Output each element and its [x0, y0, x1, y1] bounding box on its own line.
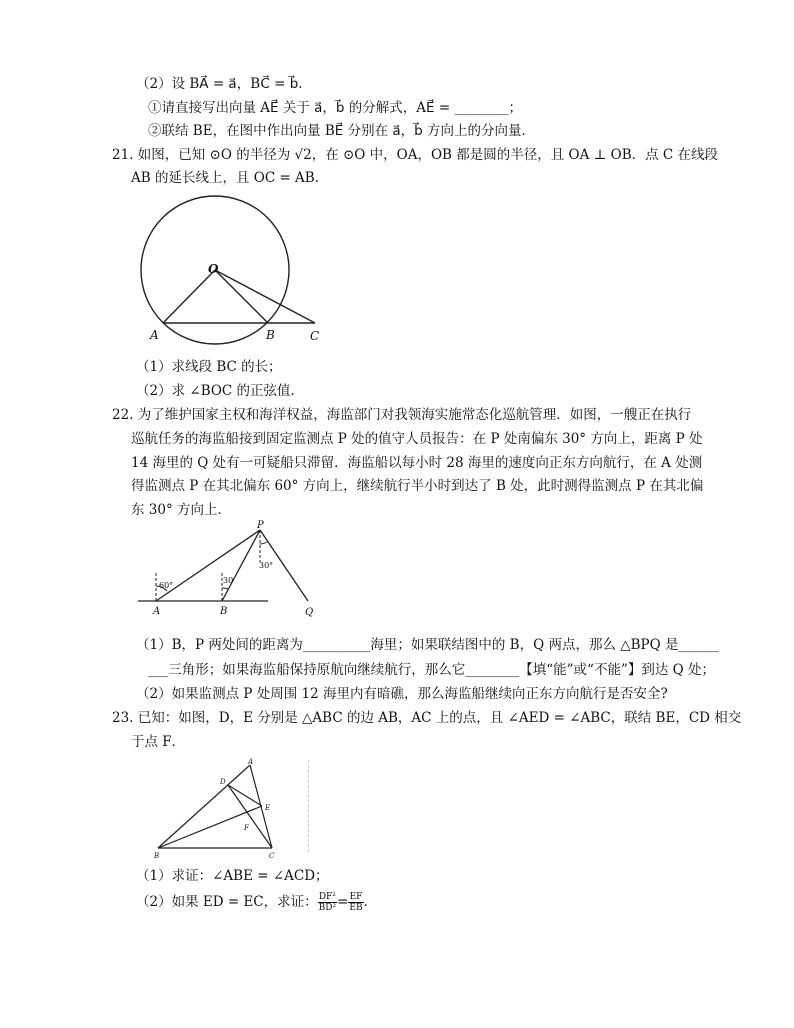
angle-p-label: 30° — [259, 561, 274, 570]
label-p: P — [257, 520, 264, 531]
q23-part2-suffix: ． — [363, 894, 378, 910]
q23-stem-line1: 23. 已知：如图，D，E 分别是 △ABC 的边 AB，AC 上的点，且 ∠AED = ∠ABC，联结 BE，CD 相交 — [112, 710, 742, 726]
angle-a-label: 60° — [159, 581, 174, 590]
segment-oa — [163, 270, 215, 323]
frac1-numerator: DF² — [318, 892, 336, 902]
q21-part1: （1）求线段 BC 的长； — [136, 359, 282, 375]
q21-figure — [130, 195, 340, 347]
q22-stem-line1: 22. 为了维护国家主权和海洋权益，海监部门对我领海实施常态化巡航管理．如图，一艘正在执行 — [112, 407, 692, 423]
q22-stem-line5: 东 30° 方向上． — [131, 502, 232, 518]
label-f: F — [244, 824, 249, 832]
q21-stem-line1: 21. 如图，已知 ⊙O 的半径为 √2，在 ⊙O 中，OA，OB 都是圆的半径，且 OA ⊥ OB．点 C 在线段 — [112, 147, 719, 163]
equals-sign: = — [337, 894, 349, 910]
q20-sub1: ①请直接写出向量 AE⃗ 关于 a⃗，b⃗ 的分解式，AE⃗ = ________； — [148, 100, 522, 116]
fraction-ef-eb — [348, 892, 363, 913]
q22-stem-line2: 巡航任务的海监船接到固定监测点 P 处的值守人员报告：在 P 处南偏东 30° 方向上，距离 P 处 — [131, 431, 703, 447]
label-b: B — [266, 328, 275, 342]
segment-ap — [156, 530, 260, 601]
q23-figure — [150, 760, 290, 865]
angle-b-label: 30 — [223, 576, 234, 585]
label-d: D — [220, 778, 226, 786]
divider — [308, 760, 309, 852]
q23-part1: （1）求证：∠ABE = ∠ACD； — [136, 868, 329, 884]
segment-bp — [222, 530, 260, 601]
label-a22: A — [153, 606, 161, 617]
segment-ob — [215, 270, 268, 323]
label-a: A — [150, 328, 159, 342]
q22-figure — [136, 522, 336, 622]
q21-stem-line2: AB 的延长线上，且 OC = AB． — [131, 170, 329, 186]
segment-ab — [158, 765, 250, 848]
q23-stem-line2: 于点 F． — [131, 734, 186, 750]
arc-p — [260, 542, 267, 544]
segment-oc — [215, 270, 315, 323]
arc-b — [222, 588, 228, 589]
label-b23: B — [154, 852, 160, 860]
q21-part2: （2）求 ∠BOC 的正弦值． — [136, 383, 305, 399]
q20-part2: （2）设 BA⃗ = a⃗，BC⃗ = b⃗． — [136, 76, 312, 92]
q23-part2 — [136, 892, 377, 913]
label-c: C — [310, 329, 320, 343]
label-a23: A — [248, 758, 254, 766]
q22-stem-line3: 14 海里的 Q 处有一可疑船只滞留．海监船以每小时 28 海里的速度向正东方向航行，在 A 处测 — [131, 455, 703, 471]
q22-part1-line1: （1）B，P 两处间的距离为__________海里；如果联结图中的 B，Q 两点，那么 △BPQ 是______ — [136, 637, 719, 653]
fraction-df-bd — [318, 892, 337, 913]
frac2-numerator: EF — [349, 892, 363, 902]
frac1-denominator: BD² — [318, 903, 337, 913]
q23-part2-prefix: （2）如果 ED = EC，求证： — [136, 894, 318, 910]
q20-sub2: ②联结 BE，在图中作出向量 BE⃗ 分别在 a⃗，b⃗ 方向上的分向量． — [148, 123, 536, 139]
q22-part2: （2）如果监测点 P 处周围 12 海里内有暗礁，那么海监船继续向正东方向航行是否安全? — [136, 686, 668, 702]
label-c23: C — [269, 852, 275, 860]
q22-part1-line2: ___三角形；如果海监船保持原航向继续航行，那么它________【填“能”或“不能”】到达 Q 处； — [148, 662, 716, 678]
label-o: O — [208, 262, 219, 276]
frac2-denominator: EB — [349, 903, 363, 913]
q22-stem-line4: 得监测点 P 在其北偏东 60° 方向上，继续航行半小时到达了 B 处，此时测得监测点 P 在其北偏 — [131, 478, 704, 494]
label-b22: B — [220, 606, 228, 617]
label-e: E — [265, 804, 271, 812]
label-q: Q — [305, 607, 314, 618]
segment-de — [228, 785, 262, 806]
